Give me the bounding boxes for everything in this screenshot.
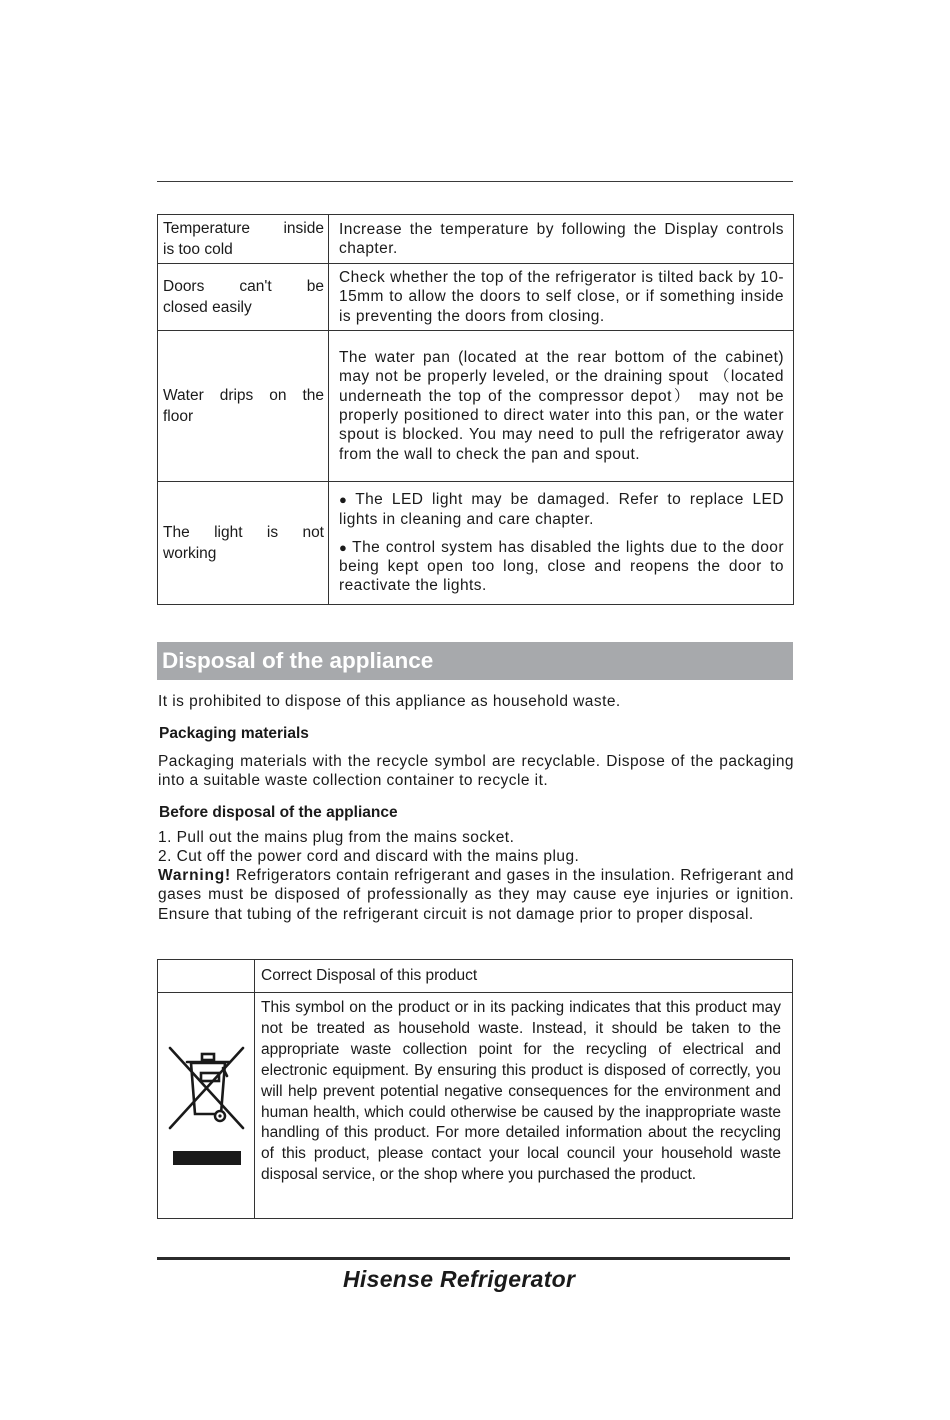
before-disposal-heading: Before disposal of the appliance: [159, 804, 398, 821]
list-item: 2. Cut off the power cord and discard with the mains plug.: [158, 848, 580, 866]
disposal-steps: [158, 828, 794, 867]
solution-cell: Increase the temperature by following the Display controls chapter.: [329, 215, 794, 264]
table-row: [158, 993, 793, 1219]
bullet-item: ● The LED light may be damaged. Refer to replace LED lights in cleaning and care chapter.: [339, 491, 784, 528]
solution-cell: [329, 482, 794, 605]
header-rule: [157, 181, 793, 182]
bullet-icon: ●: [339, 492, 352, 508]
disposal-box-heading: Correct Disposal of this product: [255, 960, 793, 993]
brand-footer: Hisense Refrigerator: [343, 1266, 576, 1292]
table-row: [158, 960, 793, 993]
intro-text: It is prohibited to dispose of this appliance as household waste.: [158, 693, 621, 710]
list-item: 1. Pull out the mains plug from the mains socket.: [158, 829, 515, 846]
table-row: [158, 264, 794, 331]
disposal-info-table: [157, 959, 793, 1219]
table-row: [158, 482, 794, 605]
table-row: [158, 215, 794, 264]
problem-cell: Doors can't be closed easily: [158, 264, 329, 331]
table-row: [158, 331, 794, 482]
section-title: Disposal of the appliance: [162, 648, 434, 673]
problem-cell: Water drips on the floor: [158, 331, 329, 482]
packaging-text: Packaging materials with the recycle symbol are recyclable. Dispose of the packaging into a suitable waste collection container to recycle it.: [158, 753, 794, 790]
empty-header-cell: [158, 960, 255, 993]
section-header: [157, 642, 793, 680]
problem-cell: Temperature inside is too cold: [158, 215, 329, 264]
solution-cell: The water pan (located at the rear bottom of the cabinet) may not be properly leveled, or the draining spout （located underneath the top of the compressor depot） may not be properly positioned to direct water into this pan, or the water spout is blocked. You may need to pull the refrigerator away from the wall to check the pan and spout.: [329, 331, 794, 482]
bullet-item: ● The control system has disabled the lights due to the door being kept open too long, close and reopens the door to reactivate the lights.: [339, 538, 784, 595]
symbol-cell: [158, 993, 255, 1219]
disposal-box-text: This symbol on the product or in its packing indicates that this product may not be treated as household waste. Instead, it should be taken to the appropriate waste collection point for the recycling of electrical and electronic equipment. By ensuring this product is disposed of correctly, you will help prevent potential negative consequences for the environment and human health, which could otherwise be caused by the inappropriate waste handling of this product. For more detailed information about the recycling of this product, please contact your local council your household waste disposal service, or the shop where you purchased the product.: [255, 993, 793, 1219]
bullet-icon: ●: [339, 539, 349, 555]
packaging-heading: Packaging materials: [159, 725, 309, 742]
warning-label: Warning!: [158, 867, 231, 884]
troubleshooting-table: [157, 214, 794, 605]
crossed-out-wheelie-bin-icon: [163, 1038, 249, 1168]
problem-cell: The light is not working: [158, 482, 329, 605]
warning-text: Warning! Refrigerators contain refrigerant and gases in the insulation. Refrigerant and gases must be disposed of professionally as they may cause eye injuries or ignition. Ensure that tubing of the refrigerant circuit is not damage prior to proper disposal.: [158, 867, 794, 923]
solution-cell: Check whether the top of the refrigerator is tilted back by 10-15mm to allow the doors to self close, or if something inside is preventing the doors from closing.: [329, 264, 794, 331]
footer-rule: [157, 1257, 790, 1260]
